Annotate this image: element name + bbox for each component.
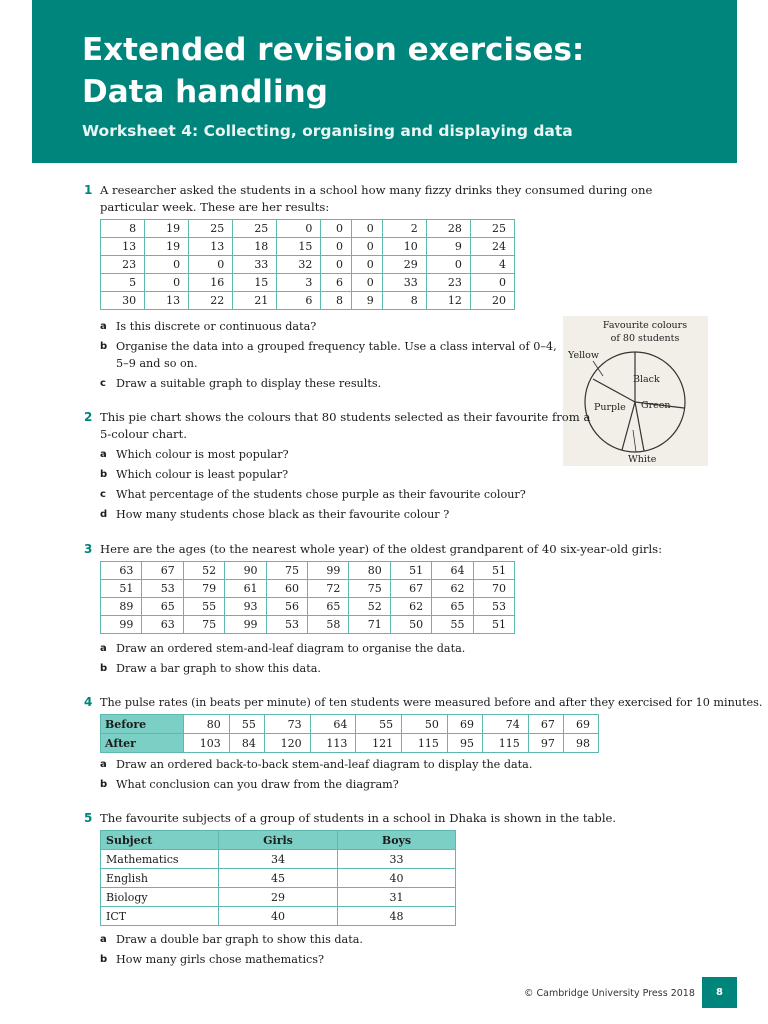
q2-a-letter: a [100,449,107,460]
q5-a-text: Draw a double bar graph to show this data. [116,933,363,946]
q4-number: 4 [84,695,93,709]
table-cell: 12 [426,292,470,310]
q4-after-value: 121 [356,734,402,753]
q3-a-letter: a [100,643,107,654]
q1-b-text-line2: 5–9 and so on. [116,357,198,370]
q4-before-value: 55 [229,715,264,734]
q4-after-value: 115 [482,734,528,753]
table-cell: 51 [390,562,431,580]
table-cell: 53 [142,580,183,598]
q5-girls-cell: 29 [219,888,338,907]
table-cell: 55 [432,616,473,634]
q4-before-value: 69 [563,715,598,734]
table-cell: 25 [233,220,277,238]
table-cell: 99 [101,616,142,634]
q5-table-row [101,907,456,926]
table-cell: 8 [101,220,145,238]
q2-text-line1: This pie chart shows the colours that 80 students selected as their favourite from a [100,410,591,424]
q3-b-letter: b [100,663,108,674]
q5-table-row [101,888,456,907]
q4-after-value: 95 [447,734,482,753]
table-cell: 4 [470,256,514,274]
table-cell: 90 [225,562,266,580]
pie-label-white: White [628,454,657,465]
table-cell: 23 [101,256,145,274]
q4-after-label: After [101,734,184,753]
q4-after-value: 115 [402,734,448,753]
table-cell: 67 [390,580,431,598]
q3-data-table [100,561,515,634]
q1-table-row [101,256,515,274]
pie-label-green: Green [641,400,671,411]
q3-b-text: Draw a bar graph to show this data. [116,662,321,675]
q5-subject-cell: Mathematics [101,850,219,869]
q5-header-boys: Boys [338,831,456,850]
q5-subject-cell: English [101,869,219,888]
q3-table-row [101,616,515,634]
table-cell: 9 [426,238,470,256]
q5-b-text: How many girls chose mathematics? [116,953,325,966]
q2-a-text: Which colour is most popular? [116,448,289,461]
q5-header-subject: Subject [101,831,219,850]
q4-before-row [101,715,599,734]
table-cell: 32 [277,256,321,274]
q2-text-line2: 5-colour chart. [100,427,187,441]
q4-after-value: 97 [528,734,563,753]
table-cell: 19 [145,220,189,238]
table-cell: 75 [266,562,307,580]
q2-d-letter: d [100,509,108,520]
table-cell: 51 [101,580,142,598]
copyright-notice: © Cambridge University Press 2018 [524,988,695,999]
table-cell: 33 [233,256,277,274]
pie-divider-yellow-purple [593,379,635,402]
q4-after-value: 84 [229,734,264,753]
q1-data-table [100,219,515,310]
q5-table-row [101,869,456,888]
q5-subject-cell: ICT [101,907,219,926]
table-cell: 70 [473,580,514,598]
table-cell: 6 [321,274,352,292]
q5-table-row [101,850,456,869]
pie-leader-yellow [593,361,603,376]
q1-number: 1 [84,183,93,197]
q4-before-value: 55 [356,715,402,734]
table-cell: 89 [101,598,142,616]
pie-title-line2: of 80 students [610,333,680,344]
table-cell: 55 [183,598,224,616]
table-cell: 25 [470,220,514,238]
q5-girls-cell: 45 [219,869,338,888]
q4-b-letter: b [100,779,108,790]
q5-subject-cell: Biology [101,888,219,907]
q3-table-row [101,562,515,580]
table-cell: 50 [390,616,431,634]
table-cell: 30 [101,292,145,310]
table-cell: 16 [189,274,233,292]
q5-header-row [101,831,456,850]
table-cell: 15 [277,238,321,256]
q2-d-text: How many students chose black as their favourite colour ? [116,508,450,521]
table-cell: 0 [145,256,189,274]
table-cell: 0 [352,274,383,292]
table-cell: 28 [426,220,470,238]
q3-number: 3 [84,542,93,556]
q1-b-text-line1: Organise the data into a grouped frequency table. Use a class interval of 0–4, [116,340,557,353]
table-cell: 0 [321,220,352,238]
table-cell: 13 [189,238,233,256]
table-cell: 24 [470,238,514,256]
table-cell: 93 [225,598,266,616]
q4-a-text: Draw an ordered back-to-back stem-and-leaf diagram to display the data. [116,758,533,771]
table-cell: 8 [321,292,352,310]
table-cell: 9 [352,292,383,310]
q1-a-text: Is this discrete or continuous data? [116,320,317,333]
table-cell: 56 [266,598,307,616]
q1-text: A researcher asked the students in a school how many fizzy drinks they consumed during one particular week. These are her results: [100,183,653,214]
pie-chart-svg [563,316,708,466]
table-cell: 51 [473,616,514,634]
table-cell: 0 [426,256,470,274]
table-cell: 75 [349,580,390,598]
pie-title-line1: Favourite colours [602,320,688,331]
q3-a-text: Draw an ordered stem-and-leaf diagram to organise the data. [116,642,466,655]
table-cell: 51 [473,562,514,580]
page-title-line1: Extended revision exercises: [82,32,585,68]
table-cell: 62 [432,580,473,598]
q4-before-label: Before [101,715,184,734]
q4-after-value: 103 [184,734,230,753]
q2-c-text: What percentage of the students chose purple as their favourite colour? [116,488,526,501]
q4-before-value: 80 [184,715,230,734]
table-cell: 0 [352,238,383,256]
page-header [32,0,737,163]
page-number: 8 [702,977,737,1008]
table-cell: 71 [349,616,390,634]
q5-boys-cell: 40 [338,869,456,888]
table-cell: 64 [432,562,473,580]
pie-label-purple: Purple [594,402,626,413]
q4-after-value: 113 [310,734,356,753]
table-cell: 53 [473,598,514,616]
q4-before-value: 67 [528,715,563,734]
table-cell: 63 [142,616,183,634]
q5-header-girls: Girls [219,831,338,850]
table-cell: 0 [470,274,514,292]
q4-before-value: 69 [447,715,482,734]
q5-b-letter: b [100,954,108,965]
q1-c-text: Draw a suitable graph to display these results. [116,377,382,390]
table-cell: 21 [233,292,277,310]
table-cell: 22 [189,292,233,310]
table-cell: 52 [183,562,224,580]
q4-after-value: 120 [264,734,310,753]
table-cell: 5 [101,274,145,292]
table-cell: 72 [307,580,348,598]
table-cell: 15 [233,274,277,292]
table-cell: 65 [432,598,473,616]
table-cell: 65 [307,598,348,616]
q4-before-value: 50 [402,715,448,734]
table-cell: 10 [382,238,426,256]
table-cell: 61 [225,580,266,598]
table-cell: 99 [225,616,266,634]
table-cell: 6 [277,292,321,310]
table-cell: 0 [352,256,383,274]
table-cell: 25 [189,220,233,238]
q1-b-letter: b [100,341,108,352]
table-cell: 0 [352,220,383,238]
table-cell: 13 [145,292,189,310]
q4-before-value: 73 [264,715,310,734]
q2-number: 2 [84,410,93,424]
q5-boys-cell: 31 [338,888,456,907]
table-cell: 52 [349,598,390,616]
q5-number: 5 [84,811,93,825]
q5-text: The favourite subjects of a group of students in a school in Dhaka is shown in the table. [100,811,617,825]
table-cell: 99 [307,562,348,580]
q1-table-row [101,292,515,310]
q3-table-row [101,598,515,616]
q4-a-letter: a [100,759,107,770]
table-cell: 3 [277,274,321,292]
q1-table-row [101,238,515,256]
table-cell: 67 [142,562,183,580]
q1-table-row [101,274,515,292]
pie-chart [563,316,708,466]
q5-boys-cell: 48 [338,907,456,926]
table-cell: 53 [266,616,307,634]
q5-girls-cell: 34 [219,850,338,869]
pie-label-yellow: Yellow [568,350,599,361]
page-title-line2: Data handling [82,74,328,110]
q5-a-letter: a [100,934,107,945]
q1-table-row [101,220,515,238]
page-subtitle: Worksheet 4: Collecting, organising and displaying data [82,122,573,140]
q1-c-letter: c [100,378,106,389]
q2-b-text: Which colour is least popular? [116,468,289,481]
table-cell: 20 [470,292,514,310]
q5-girls-cell: 40 [219,907,338,926]
table-cell: 0 [277,220,321,238]
q3-table-row [101,580,515,598]
table-cell: 60 [266,580,307,598]
table-cell: 8 [382,292,426,310]
table-cell: 75 [183,616,224,634]
q4-text: The pulse rates (in beats per minute) of ten students were measured before and after they exercised for 10 minutes. [100,696,763,709]
table-cell: 63 [101,562,142,580]
pie-label-black: Black [633,374,660,385]
q4-before-value: 64 [310,715,356,734]
table-cell: 65 [142,598,183,616]
q4-after-row [101,734,599,753]
q2-b-letter: b [100,469,108,480]
table-cell: 0 [189,256,233,274]
q4-before-value: 74 [482,715,528,734]
table-cell: 33 [382,274,426,292]
q3-text: Here are the ages (to the nearest whole year) of the oldest grandparent of 40 six-year-old girls: [100,542,663,556]
q5-subject-table [100,830,456,926]
table-cell: 18 [233,238,277,256]
table-cell: 29 [382,256,426,274]
table-cell: 80 [349,562,390,580]
table-cell: 79 [183,580,224,598]
table-cell: 23 [426,274,470,292]
q5-boys-cell: 33 [338,850,456,869]
table-cell: 19 [145,238,189,256]
table-cell: 2 [382,220,426,238]
q4-after-value: 98 [563,734,598,753]
table-cell: 13 [101,238,145,256]
table-cell: 62 [390,598,431,616]
table-cell: 0 [321,256,352,274]
q2-c-letter: c [100,489,106,500]
table-cell: 58 [307,616,348,634]
q4-b-text: What conclusion can you draw from the diagram? [116,778,399,791]
q1-a-letter: a [100,321,107,332]
table-cell: 0 [321,238,352,256]
q4-pulse-table [100,714,599,753]
table-cell: 0 [145,274,189,292]
